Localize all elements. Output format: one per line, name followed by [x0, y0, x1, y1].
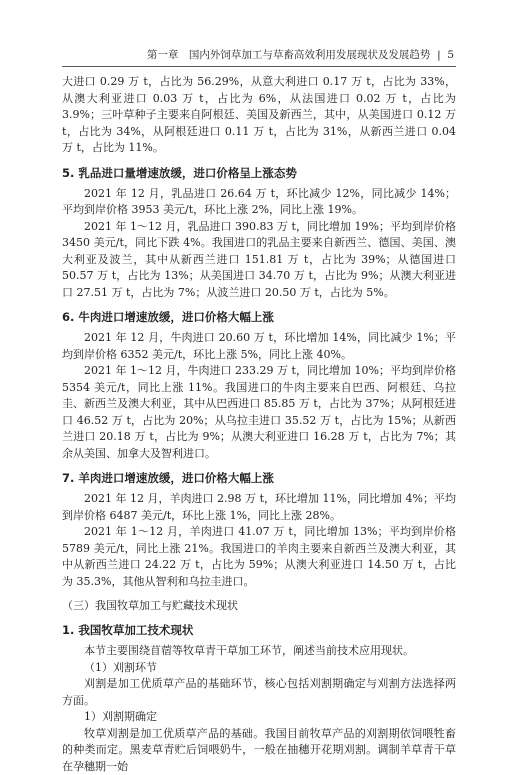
header-rule: [62, 66, 456, 67]
subsection-heading: （三）我国牧草加工与贮藏技术现状: [62, 598, 456, 614]
section-heading: 7. 羊肉进口增速放缓，进口价格大幅上涨: [62, 470, 456, 487]
paragraph: 刈割是加工优质草产品的基础环节，核心包括刈割期确定与刈割方法选择两方面。: [62, 676, 456, 709]
paragraph-subheading: （1）刈割环节: [62, 660, 456, 677]
header-separator: |: [434, 49, 444, 61]
section-heading: 5. 乳品进口量增速放缓，进口价格呈上涨态势: [62, 165, 456, 182]
paragraph: 本节主要围绕苜蓿等牧草青干草加工环节，阐述当前技术应用现状。: [62, 643, 456, 660]
chapter-title: 第一章 国内外饲草加工与草畜高效利用发展现状及发展趋势: [147, 49, 431, 61]
paragraph: 2021 年 12 月，乳品进口 26.64 万 t，环比减少 12%，同比减少 14%；平均到岸价格 3953 美元/t，环比上涨 2%，同比上涨 19%。: [62, 186, 456, 219]
section-heading: 1. 我国牧草加工技术现状: [62, 622, 456, 639]
paragraph: 2021 年 1～12 月，牛肉进口 233.29 万 t，同比增加 10%；平均到岸价格 5354 美元/t，同比上涨 11%。我国进口的牛肉主要来自巴西、阿根廷、乌拉圭、新西兰及澳大利亚，其中从巴西进口 85.85 万 t，占比为 37%；从阿根廷进口 46.52 万 t，占比为 20%；从乌拉圭进口 35.52 万 t，占比为 15%；从新西兰进口 20.18 万 t，占比为 9%；从澳大利亚进口 16.28 万 t，占比为 7%；其余从美国、加拿大及智利进口。: [62, 363, 456, 462]
page-number: 5: [447, 49, 454, 61]
paragraph: 牧草刈割是加工优质草产品的基础。我国目前牧草产品的刈割期依饲喂牲畜的种类而定。黑麦草青贮后饲喂奶牛，一般在抽穗开花期刈割。调制羊草青干草在孕穗期一始: [62, 726, 456, 775]
section-heading: 6. 牛肉进口增速放缓，进口价格大幅上涨: [62, 309, 456, 326]
running-header: [62, 48, 454, 62]
paragraph: 2021 年 1～12 月，乳品进口 390.83 万 t，同比增加 19%；平均到岸价格 3450 美元/t，同比下跌 4%。我国进口的乳品主要来自新西兰、德国、美国、澳大利亚及波兰，其中从新西兰进口 151.81 万 t，占比为 39%；从德国进口 50.57 万 t，占比为 13%；从美国进口 34.70 万 t，占比为 9%；从澳大利亚进口 27.51 万 t，占比为 7%；从波兰进口 20.50 万 t，占比为 5%。: [62, 219, 456, 302]
body-text: [62, 74, 456, 775]
paragraph: 大进口 0.29 万 t，占比为 56.29%，从意大利进口 0.17 万 t，占比为 33%，从澳大利亚进口 0.03 万 t，占比为 6%，从法国进口 0.02 万 t，占比为 3.9%；三叶草种子主要来自阿根廷、美国及新西兰，其中，从美国进口 0.12 万 t，占比为 34%，从阿根廷进口 0.11 万 t，占比为 31%，从新西兰进口 0.04 万 t，占比为 11%。: [62, 74, 456, 157]
paragraph: 2021 年 12 月，羊肉进口 2.98 万 t，环比增加 11%，同比增加 4%；平均到岸价格 6487 美元/t，环比上涨 1%，同比上涨 28%。: [62, 491, 456, 524]
paragraph: 2021 年 12 月，牛肉进口 20.60 万 t，环比增加 14%，同比减少 1%；平均到岸价格 6352 美元/t，环比上涨 5%，同比上涨 40%。: [62, 330, 456, 363]
paragraph-subheading: 1）刈割期确定: [62, 709, 456, 726]
paragraph: 2021 年 1～12 月，羊肉进口 41.07 万 t，同比增加 13%；平均到岸价格 5789 美元/t，同比上涨 21%。我国进口的羊肉主要来自新西兰及澳大利亚，其中从新西兰进口 24.22 万 t，占比为 59%；从澳大利亚进口 14.50 万 t，占比为 35.3%，其他从智利和乌拉圭进口。: [62, 524, 456, 590]
